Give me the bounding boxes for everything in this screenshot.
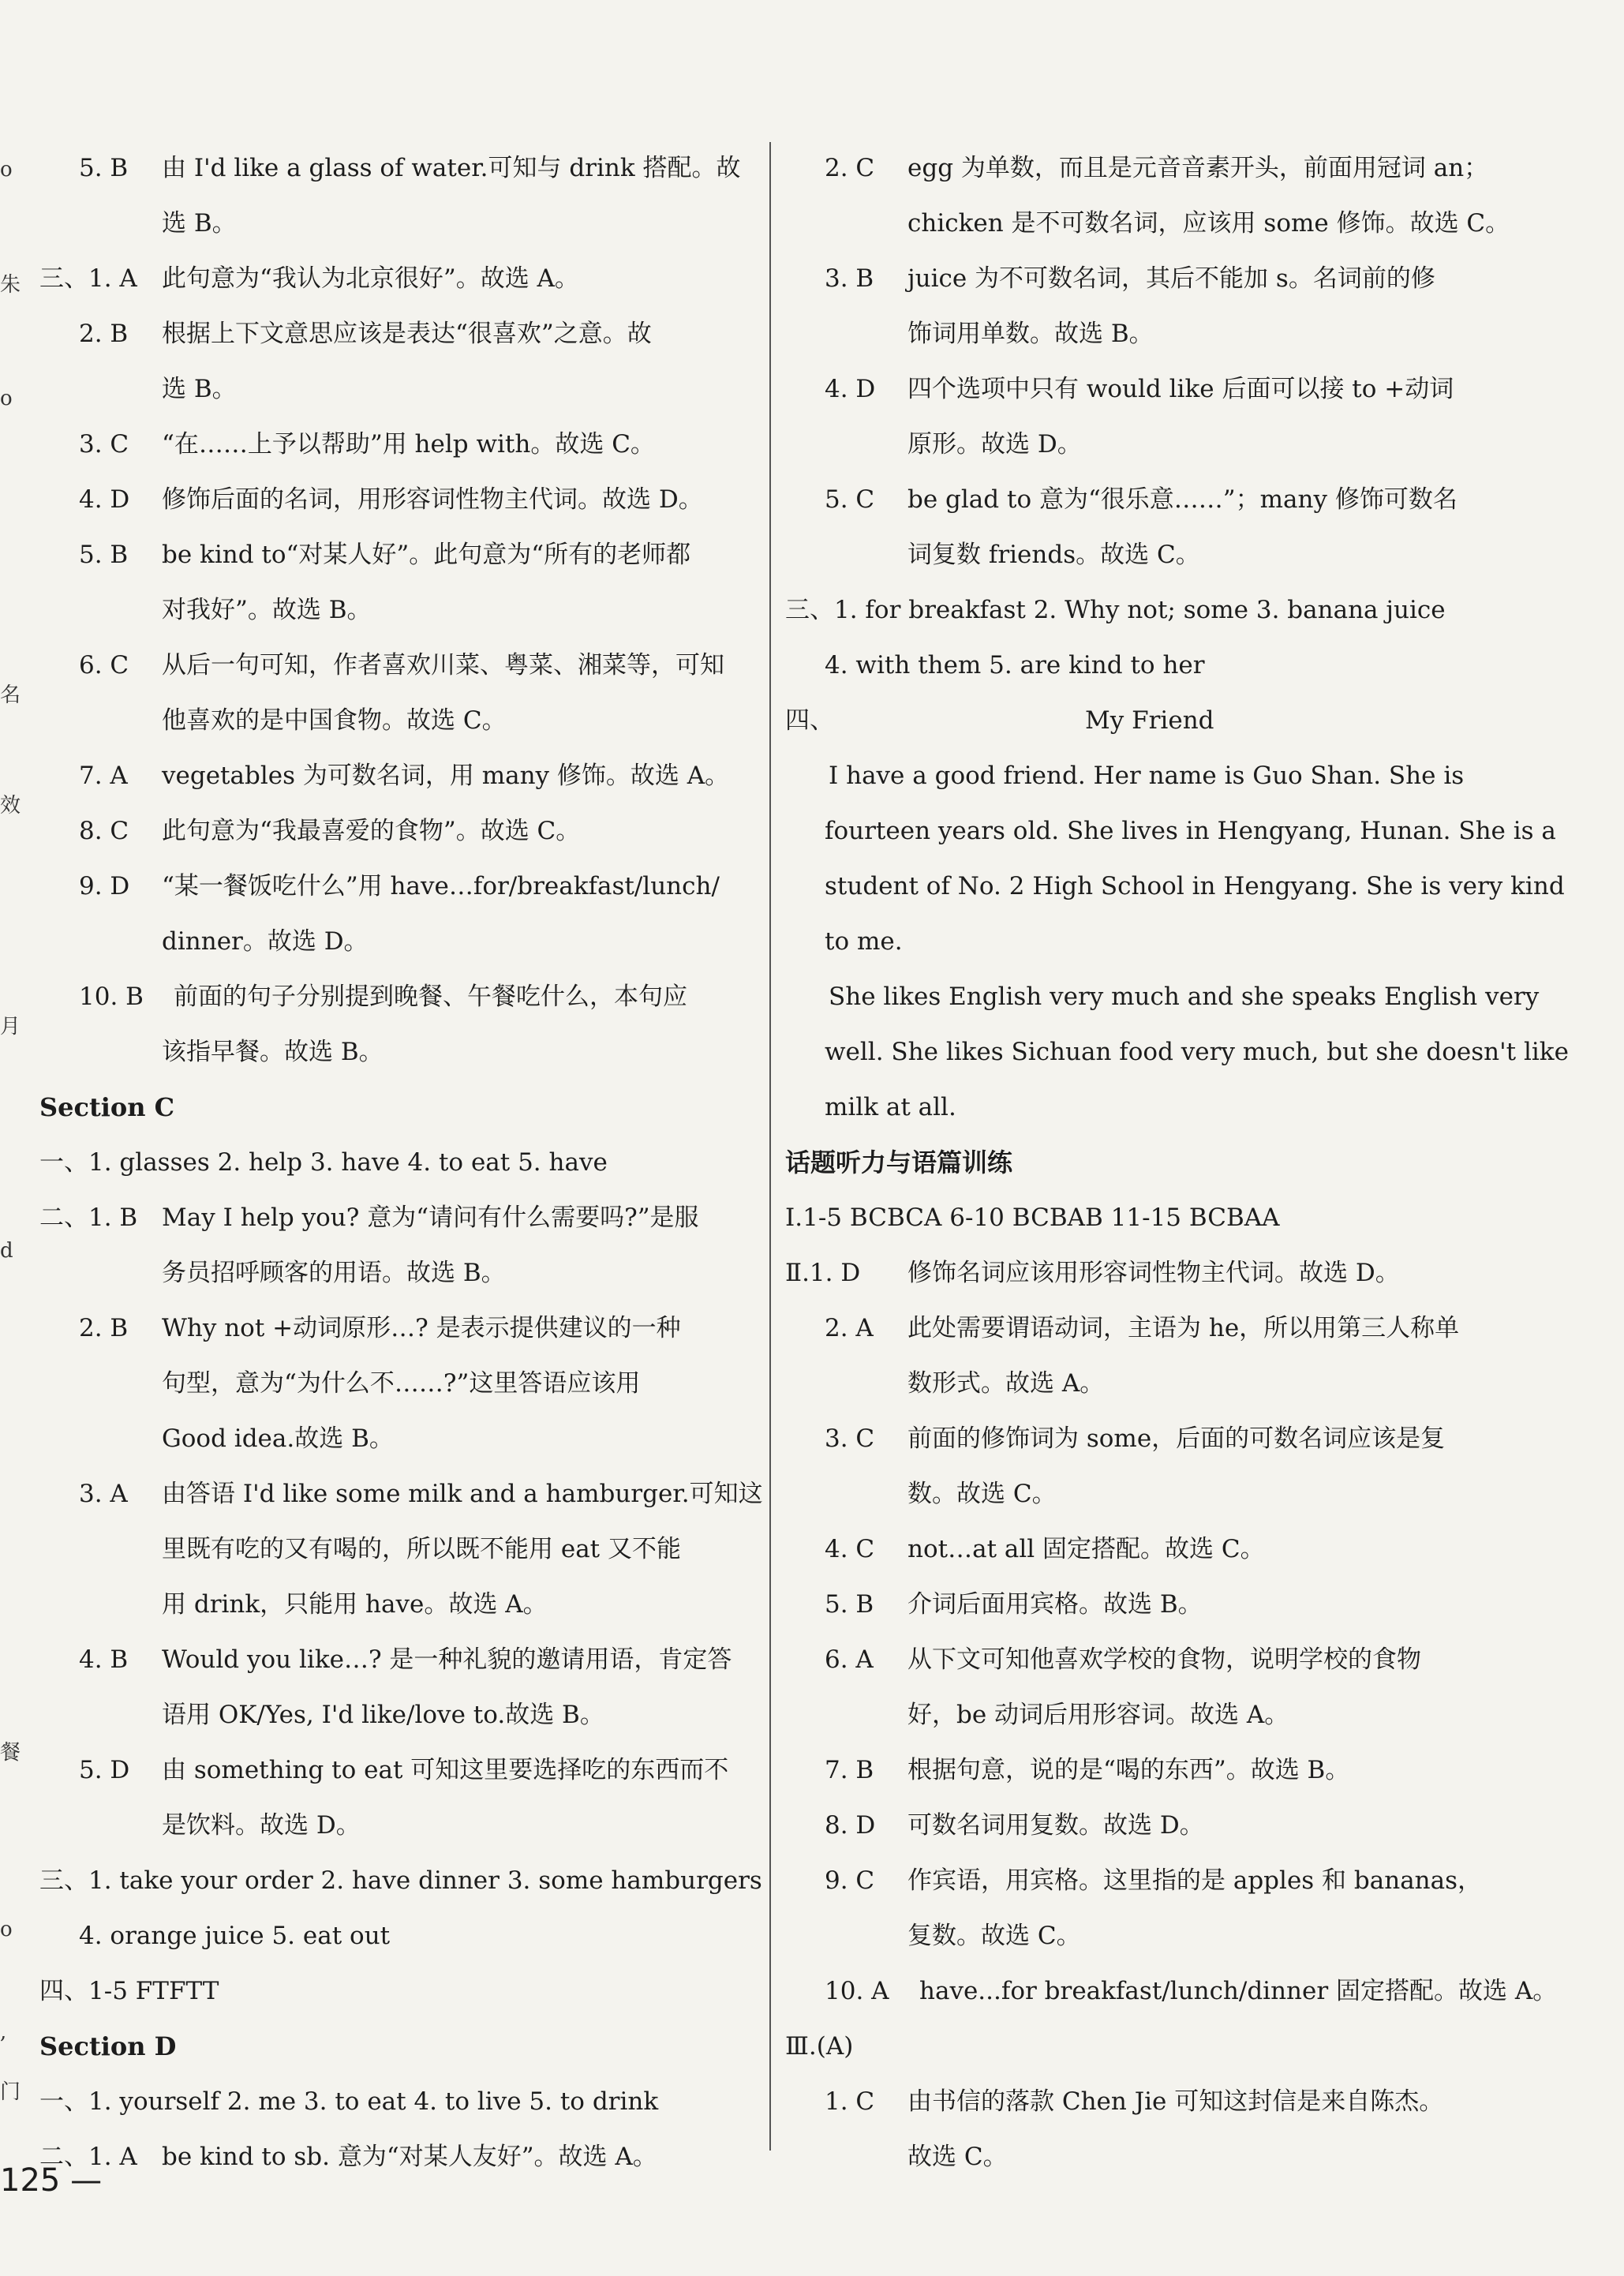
answer-number: 5. C (825, 485, 875, 514)
answer-line (39, 1522, 761, 1577)
answer-text: to me. (825, 927, 903, 956)
answer-line (785, 2074, 1507, 2129)
answer-number: 7. A (79, 762, 128, 790)
answer-line (785, 1466, 1507, 1522)
answer-number: 9. D (79, 872, 130, 900)
answer-line (39, 1080, 761, 1135)
answer-line (785, 1853, 1507, 1908)
answer-line (39, 140, 761, 196)
answer-line (39, 251, 761, 306)
answer-number: 7. B (825, 1756, 874, 1784)
edge-fragment: 门 (0, 2080, 21, 2104)
answer-text: 根据上下文意思应该是表达“很喜欢”之意。故 (162, 320, 652, 348)
left-column (39, 140, 761, 2184)
answer-text: dinner。故选 D。 (162, 927, 369, 956)
answer-text: 故选 C。 (907, 2143, 1008, 2171)
answer-line (785, 361, 1507, 417)
answer-number: 10. B (79, 983, 144, 1011)
answer-line (785, 1135, 1507, 1190)
answer-text: 修饰后面的名词，用形容词性物主代词。故选 D。 (162, 485, 703, 514)
answer-line (39, 693, 761, 748)
answer-number: 2. C (825, 154, 875, 182)
answer-text: 饰词用单数。故选 B。 (907, 320, 1154, 348)
answer-text: chicken 是不可数名词，应该用 some 修饰。故选 C。 (907, 209, 1510, 238)
answer-text: 选 B。 (162, 375, 237, 403)
answer-text: 句型，意为“为什么不……?”这里答语应该用 (162, 1369, 641, 1398)
edge-fragment: 朱 (0, 273, 21, 297)
answer-line (785, 1301, 1507, 1356)
answer-text: 由 I'd like a glass of water.可知与 drink 搭配。故 (162, 154, 741, 182)
answer-line (785, 472, 1507, 527)
answer-line (39, 914, 761, 969)
answer-number: 2. B (79, 1314, 129, 1342)
answer-text: 词复数 friends。故选 C。 (907, 541, 1200, 569)
answer-line (39, 803, 761, 859)
answer-text: 该指早餐。故选 B。 (162, 1038, 384, 1066)
answer-number: 5. B (79, 154, 129, 182)
answer-line (785, 969, 1540, 1024)
answer-number: 4. C (825, 1535, 875, 1563)
edge-fragment: o (0, 158, 13, 182)
edge-fragment: 月 (0, 1015, 21, 1039)
answer-text: I have a good friend. Her name is Guo Shan. She is (829, 762, 1465, 790)
answer-text: 话题听力与语篇训练 (785, 1147, 1013, 1177)
answer-line (785, 1190, 1507, 1245)
answer-text: have...for breakfast/lunch/dinner 固定搭配。故选 A。 (919, 1977, 1558, 2005)
answer-line (39, 748, 761, 803)
answer-text: not…at all 固定搭配。故选 C。 (907, 1535, 1265, 1563)
answer-text: 他喜欢的是中国食物。故选 C。 (162, 706, 507, 735)
answer-text: 务员招呼顾客的用语。故选 B。 (162, 1259, 506, 1287)
edge-fragment: o (0, 1918, 13, 1941)
answer-line (785, 1743, 1507, 1798)
answer-text: Ⅰ.1-5 BCBCA 6-10 BCBAB 11-15 BCBAA (785, 1204, 1280, 1232)
answer-text: 是饮料。故选 D。 (162, 1811, 361, 1840)
answer-line (39, 969, 761, 1024)
answer-line (39, 1853, 761, 1908)
answer-number: 3. B (825, 264, 874, 293)
answer-line (39, 1577, 761, 1632)
answer-line (785, 693, 1507, 748)
answer-text: 一、1. yourself 2. me 3. to eat 4. to live 5. to drink (39, 2087, 659, 2116)
answer-number: 8. C (79, 817, 129, 845)
answer-line (39, 1024, 761, 1080)
answer-number: 5. D (79, 1756, 130, 1784)
answer-text: 用 drink，只能用 have。故选 A。 (162, 1590, 548, 1619)
answer-number: 二、1. A (39, 2143, 137, 2171)
answer-line (39, 582, 761, 638)
answer-line (39, 1190, 761, 1245)
answer-number: 1. C (825, 2087, 875, 2116)
answer-text: Ⅲ.(A) (785, 2032, 854, 2061)
answer-text: 三、1. for breakfast 2. Why not; some 3. banana juice (785, 596, 1446, 624)
answer-text: “在……上予以帮助”用 help with。故选 C。 (162, 430, 655, 459)
answer-line (785, 2019, 1507, 2074)
answer-text: be kind to“对某人好”。此句意为“所有的老师都 (162, 541, 691, 569)
answer-text: 四个选项中只有 would like 后面可以接 to +动词 (907, 375, 1454, 403)
answer-line (785, 2129, 1507, 2184)
answer-line (39, 859, 761, 914)
answer-line (785, 306, 1507, 361)
answer-line (785, 1411, 1507, 1466)
answer-line (785, 914, 1507, 969)
answer-line (39, 527, 761, 582)
answer-text: 四、 (785, 706, 834, 735)
answer-line (785, 1798, 1507, 1853)
answer-line (785, 748, 1507, 803)
answer-text: 此处需要谓语动词，主语为 he，所以用第三人称单 (907, 1314, 1460, 1342)
answer-line (785, 1687, 1507, 1743)
edge-fragment: o (0, 387, 13, 410)
answer-text: Section D (39, 2031, 177, 2061)
answer-text: 一、1. glasses 2. help 3. have 4. to eat 5. have (39, 1148, 608, 1177)
answer-text: well. She likes Sichuan food very much, but she doesn't like (825, 1038, 1569, 1066)
answer-text: 复数。故选 C。 (907, 1922, 1081, 1950)
answer-text: 作宾语，用宾格。这里指的是 apples 和 bananas， (907, 1866, 1483, 1895)
answer-line (785, 251, 1507, 306)
answer-line (39, 1356, 761, 1411)
answer-number: 3. A (79, 1480, 128, 1508)
answer-line (785, 140, 1507, 196)
answer-text: 语用 OK/Yes, I'd like/love to.故选 B。 (162, 1701, 604, 1729)
answer-text: 介词后面用宾格。故选 B。 (907, 1590, 1203, 1619)
answer-line (39, 1245, 761, 1301)
answer-number: 4. D (79, 485, 130, 514)
answer-line (785, 1356, 1507, 1411)
answer-number: 10. A (825, 1977, 889, 2005)
answer-line (39, 1798, 761, 1853)
answer-line (785, 417, 1507, 472)
answer-text: 三、1. take your order 2. have dinner 3. some hamburgers (39, 1866, 762, 1895)
edge-fragment: 名 (0, 683, 21, 707)
answer-number: 3. C (79, 430, 129, 459)
answer-line (785, 638, 1507, 693)
answer-line (785, 803, 1556, 859)
answer-text: egg 为单数，而且是元音音素开头，前面用冠词 an； (907, 154, 1489, 182)
answer-line (39, 638, 761, 693)
right-column (785, 140, 1569, 2184)
answer-line (39, 2019, 761, 2074)
answer-line (39, 472, 761, 527)
edge-fragment: 效 (0, 794, 21, 818)
answer-text: juice 为不可数名词，其后不能加 s。名词前的修 (907, 264, 1435, 293)
answer-line (785, 1024, 1569, 1080)
answer-line (785, 1908, 1507, 1963)
answer-text: 里既有吃的又有喝的，所以既不能用 eat 又不能 (162, 1535, 681, 1563)
answer-text: Good idea.故选 B。 (162, 1424, 394, 1453)
answer-line (785, 196, 1510, 251)
answer-text: 好，be 动词后用形容词。故选 A。 (907, 1701, 1289, 1729)
answer-number: 二、1. B (39, 1204, 138, 1232)
answer-text: 由 something to eat 可知这里要选择吃的东西而不 (162, 1756, 729, 1784)
answer-text: fourteen years old. She lives in Hengyang, Hunan. She is a (825, 817, 1556, 845)
answer-text: student of No. 2 High School in Hengyang. She is very kind (825, 872, 1565, 900)
answer-text: 可数名词用复数。故选 D。 (907, 1811, 1204, 1840)
answer-line (785, 582, 1507, 638)
answer-text: 4. orange juice 5. eat out (79, 1922, 391, 1950)
answer-number: 4. D (825, 375, 876, 403)
answer-text: 4. with them 5. are kind to her (825, 651, 1205, 679)
answer-line (39, 1411, 761, 1466)
answer-number: 2. A (825, 1314, 874, 1342)
answer-text: 前面的修饰词为 some，后面的可数名词应该是复 (907, 1424, 1446, 1453)
answer-number: 9. C (825, 1866, 875, 1895)
answer-text: Would you like…? 是一种礼貌的邀请用语，肯定答 (162, 1645, 732, 1674)
answer-line (39, 306, 761, 361)
answer-number: 3. C (825, 1424, 875, 1453)
answer-number: 8. D (825, 1811, 876, 1840)
answer-text: Section C (39, 1092, 175, 1122)
answer-line (39, 361, 761, 417)
answer-line (785, 1522, 1507, 1577)
answer-text: “某一餐饭吃什么”用 have…for/breakfast/lunch/ (162, 872, 720, 900)
answer-text: 此句意为“我认为北京很好”。故选 A。 (162, 264, 579, 293)
answer-text: 由书信的落款 Chen Jie 可知这封信是来自陈杰。 (907, 2087, 1444, 2116)
answer-line (39, 196, 761, 251)
answer-text: 四、1-5 FTFTT (39, 1977, 219, 2005)
answer-number: 6. C (79, 651, 129, 679)
answer-line (785, 1963, 1558, 2019)
answer-text: 数形式。故选 A。 (907, 1369, 1105, 1398)
answer-number: 6. A (825, 1645, 874, 1674)
answer-text: 前面的句子分别提到晚餐、午餐吃什么，本句应 (174, 983, 687, 1011)
answer-text: vegetables 为可数名词，用 many 修饰。故选 A。 (162, 762, 730, 790)
answer-number: 2. B (79, 320, 129, 348)
answer-text: milk at all. (825, 1093, 956, 1121)
answer-number: Ⅱ.1. D (785, 1259, 861, 1287)
answer-line (785, 1632, 1507, 1687)
answer-line (39, 1135, 761, 1190)
answer-text: 对我好”。故选 B。 (162, 596, 372, 624)
answer-line (785, 527, 1507, 582)
answer-text: be glad to 意为“很乐意……”；many 修饰可数名 (907, 485, 1457, 514)
answer-line (785, 1245, 1507, 1301)
answer-text: She likes English very much and she speaks English very (829, 983, 1540, 1011)
answer-line (785, 859, 1565, 914)
answer-line (785, 1080, 1507, 1135)
column-divider (769, 142, 771, 2151)
answer-line (39, 417, 761, 472)
answer-text: 此句意为“我最喜爱的食物”。故选 C。 (162, 817, 581, 845)
answer-text: 数。故选 C。 (907, 1480, 1057, 1508)
answer-text: 从后一句可知，作者喜欢川菜、粤菜、湘菜等，可知 (162, 651, 724, 679)
answer-line (39, 1743, 761, 1798)
answer-line (39, 1632, 761, 1687)
answer-text: be kind to sb. 意为“对某人友好”。故选 A。 (162, 2143, 657, 2171)
answer-number: 三、1. A (39, 264, 137, 293)
answer-line (39, 1301, 761, 1356)
essay-title: My Friend (1085, 706, 1214, 735)
answer-text: Why not +动词原形…? 是表示提供建议的一种 (162, 1314, 681, 1342)
answer-line (39, 1908, 761, 1963)
answer-number: 5. B (825, 1590, 874, 1619)
answer-line (39, 2074, 761, 2129)
answer-line (39, 1466, 761, 1522)
answer-text: 修饰名词应该用形容词性物主代词。故选 D。 (907, 1259, 1400, 1287)
answer-text: 从下文可知他喜欢学校的食物，说明学校的食物 (907, 1645, 1421, 1674)
page-number: 125 — (0, 2162, 103, 2199)
answer-text: 原形。故选 D。 (907, 430, 1082, 459)
answer-text: 选 B。 (162, 209, 237, 238)
answer-number: 4. B (79, 1645, 129, 1674)
answer-line (785, 1577, 1507, 1632)
edge-fragment: d (0, 1239, 13, 1263)
edge-fragment: 餐 (0, 1741, 21, 1765)
answer-number: 5. B (79, 541, 129, 569)
answer-text: 由答语 I'd like some milk and a hamburger.可知这 (162, 1480, 763, 1508)
answer-text: May I help you? 意为“请问有什么需要吗?”是服 (162, 1204, 699, 1232)
answer-line (39, 2129, 761, 2184)
answer-line (39, 1687, 761, 1743)
edge-fragment: , (0, 2020, 7, 2044)
answer-line (39, 1963, 761, 2019)
answer-text: 根据句意，说的是“喝的东西”。故选 B。 (907, 1756, 1350, 1784)
